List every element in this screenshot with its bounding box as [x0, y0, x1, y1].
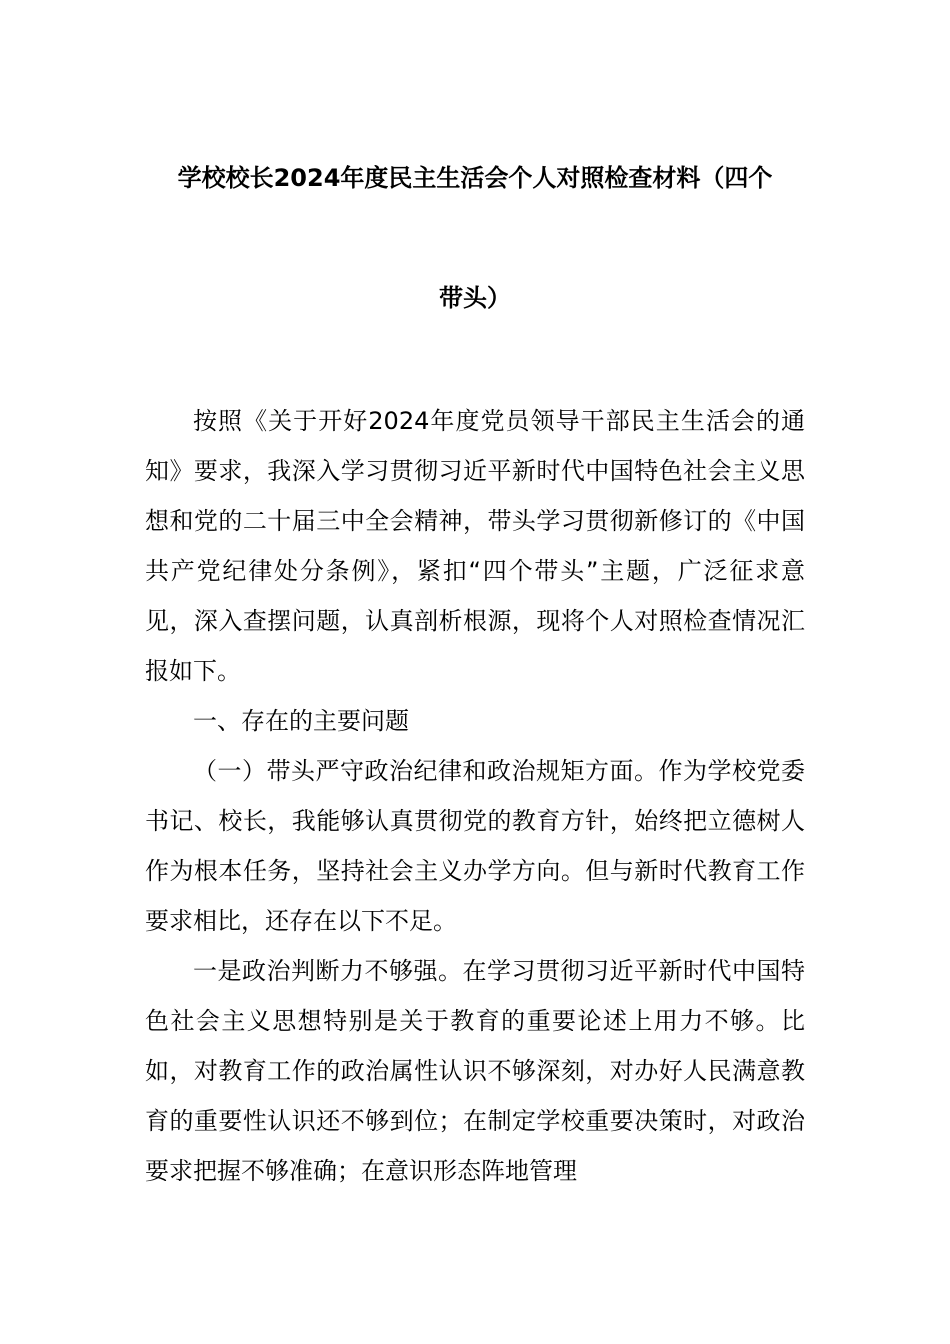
intro-paragraph: 按照《关于开好2024年度党员领导干部民主生活会的通知》要求，我深入学习贯彻习近平新时代中国特色社会主义思想和党的二十届三中全会精神，带头学习贯彻新修订的《中国共产党纪律处分条例》，紧扣“四个带头”主题，广泛征求意见，深入查摆问题，认真剖析根源，现将个人对照检查情况汇报如下。 [145, 407, 805, 685]
section-heading: 一、存在的主要问题 [193, 707, 409, 735]
document-body [145, 396, 805, 1196]
document-title-line-1: 学校校长2024年度民主生活会个人对照检查材料（四个 [177, 164, 773, 192]
document-title-line-2: 带头） [439, 284, 511, 312]
problem-paragraph: 一是政治判断力不够强。在学习贯彻习近平新时代中国特色社会主义思想特别是关于教育的重要论述上用力不够。比如，对教育工作的政治属性认识不够深刻，对办好人民满意教育的重要性认识还不够到位；在制定学校重要决策时，对政治要求把握不够准确；在意识形态阵地管理 [145, 957, 805, 1185]
subsection-paragraph: （一）带头严守政治纪律和政治规矩方面。作为学校党委书记、校长，我能够认真贯彻党的教育方针，始终把立德树人作为根本任务，坚持社会主义办学方向。但与新时代教育工作要求相比，还存在以下不足。 [145, 757, 805, 935]
